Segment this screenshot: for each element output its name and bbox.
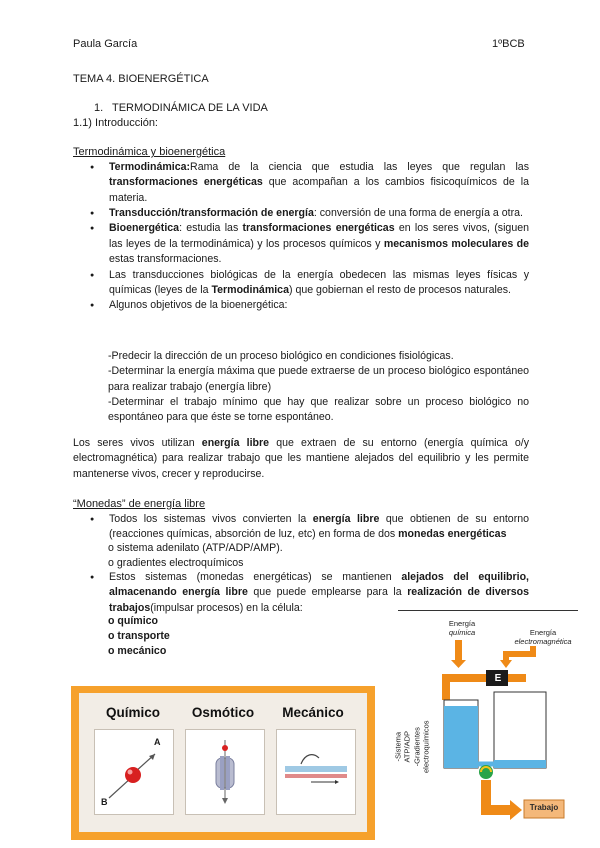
osmotic-box [185,729,265,815]
work-type: o mecánico [108,645,167,658]
mechanical-box [276,729,356,815]
termo-list [90,160,529,314]
em-energy-label: Energía electromagnética [514,628,572,646]
label-a: A [154,737,161,747]
list-item: ● Termodinámica:Rama de la ciencia que estudia las leyes que regulan las transformaciones energéticas que acompañan a los cambios fisicoquímicos de la materia. [90,160,529,206]
subsection-heading: 1.1) Introducción: [73,117,158,129]
objective: -Determinar el trabajo mínimo que hay que realizar sobre un proceso biológico no espontáneo para que éste se torne espontáneo. [108,396,529,424]
list-item: ● Todos los sistemas vivos convierten la energía libre que obtienen de su entorno (reacciones químicas, absorción de luz, etc) en forma de dos monedas energéticas [90,512,529,543]
work-type: o químico [108,615,159,627]
currency-system-label: -Sistema ATP/ADP -Gradientes electroquímicos [393,720,431,774]
motor-protein-icon [277,730,355,814]
list-item: ● Algunos objetivos de la bioenergética: [90,298,529,313]
objective: -Determinar la energía máxima que puede extraerse de un proceso biológico espontáneo para realizar trabajo (energía libre) [108,365,529,393]
figure-title-chemical: Químico [105,705,160,720]
monedas-heading: “Monedas” de energía libre [73,498,206,510]
currency-line: o gradientes electroquímicos [108,557,244,569]
section-title: TERMODINÁMICA DE LA VIDA [112,102,268,114]
work-type: o transporte [108,630,170,643]
objective: -Predecir la dirección de un proceso biológico en condiciones fisiológicas. [108,350,454,362]
list-item: ● Las transducciones biológicas de la energía obedecen las mismas leyes físicas y químicas (leyes de la Termodinámica) que gobiernan el resto de procesos naturales. [90,268,529,299]
figure-title-osmotic: Osmótico [191,705,255,720]
header-course: 1ºBCB [492,38,525,50]
header-author: Paula García [73,38,138,50]
termo-heading: Termodinámica y bioenergética [73,146,226,158]
divider [398,610,578,611]
chemical-box [94,729,174,815]
objectives-list [108,349,529,426]
list-item: ● Transducción/transformación de energía: conversión de una forma de energía a otra. [90,206,529,221]
membrane-channel-icon [186,730,264,814]
list-item: ● Bioenergética: estudia las transformaciones energéticas en los seres vivos, (siguen las leyes de la termodinámica) y los procesos químicos y mecanismos moleculares de estas transformaciones. [90,221,529,267]
figure-inner [79,693,367,832]
currency-line: o sistema adenilato (ATP/ADP/AMP). [108,542,283,554]
figure-title-mechanical: Mecánico [282,705,344,720]
section-heading [94,101,268,117]
topic-title: TEMA 4. BIOENERGÉTICA [73,73,209,85]
work-output-label: Trabajo [529,803,559,812]
work-types-figure [71,686,375,840]
monedas-list-1 [90,512,529,543]
list-item: ● Estos sistemas (monedas energéticas) se mantienen alejados del equilibrio, almacenando energía libre que puede emplearse para la realización de diversos trabajos(impulsar procesos) en la célula: [90,570,529,616]
section-number: 1. [94,102,104,114]
label-b: B [101,797,108,807]
work-types [108,614,170,659]
e-box-label: E [494,673,502,684]
free-energy-paragraph: Los seres vivos utilizan energía libre que extraen de su entorno (energía química o/y electromagnética) para realizar trabajo que les mantiene alejados del equilibrio y les permite mantenerse vivos, crecer y reproducirse. [73,437,529,480]
chemical-energy-label: Energía química [448,619,476,637]
